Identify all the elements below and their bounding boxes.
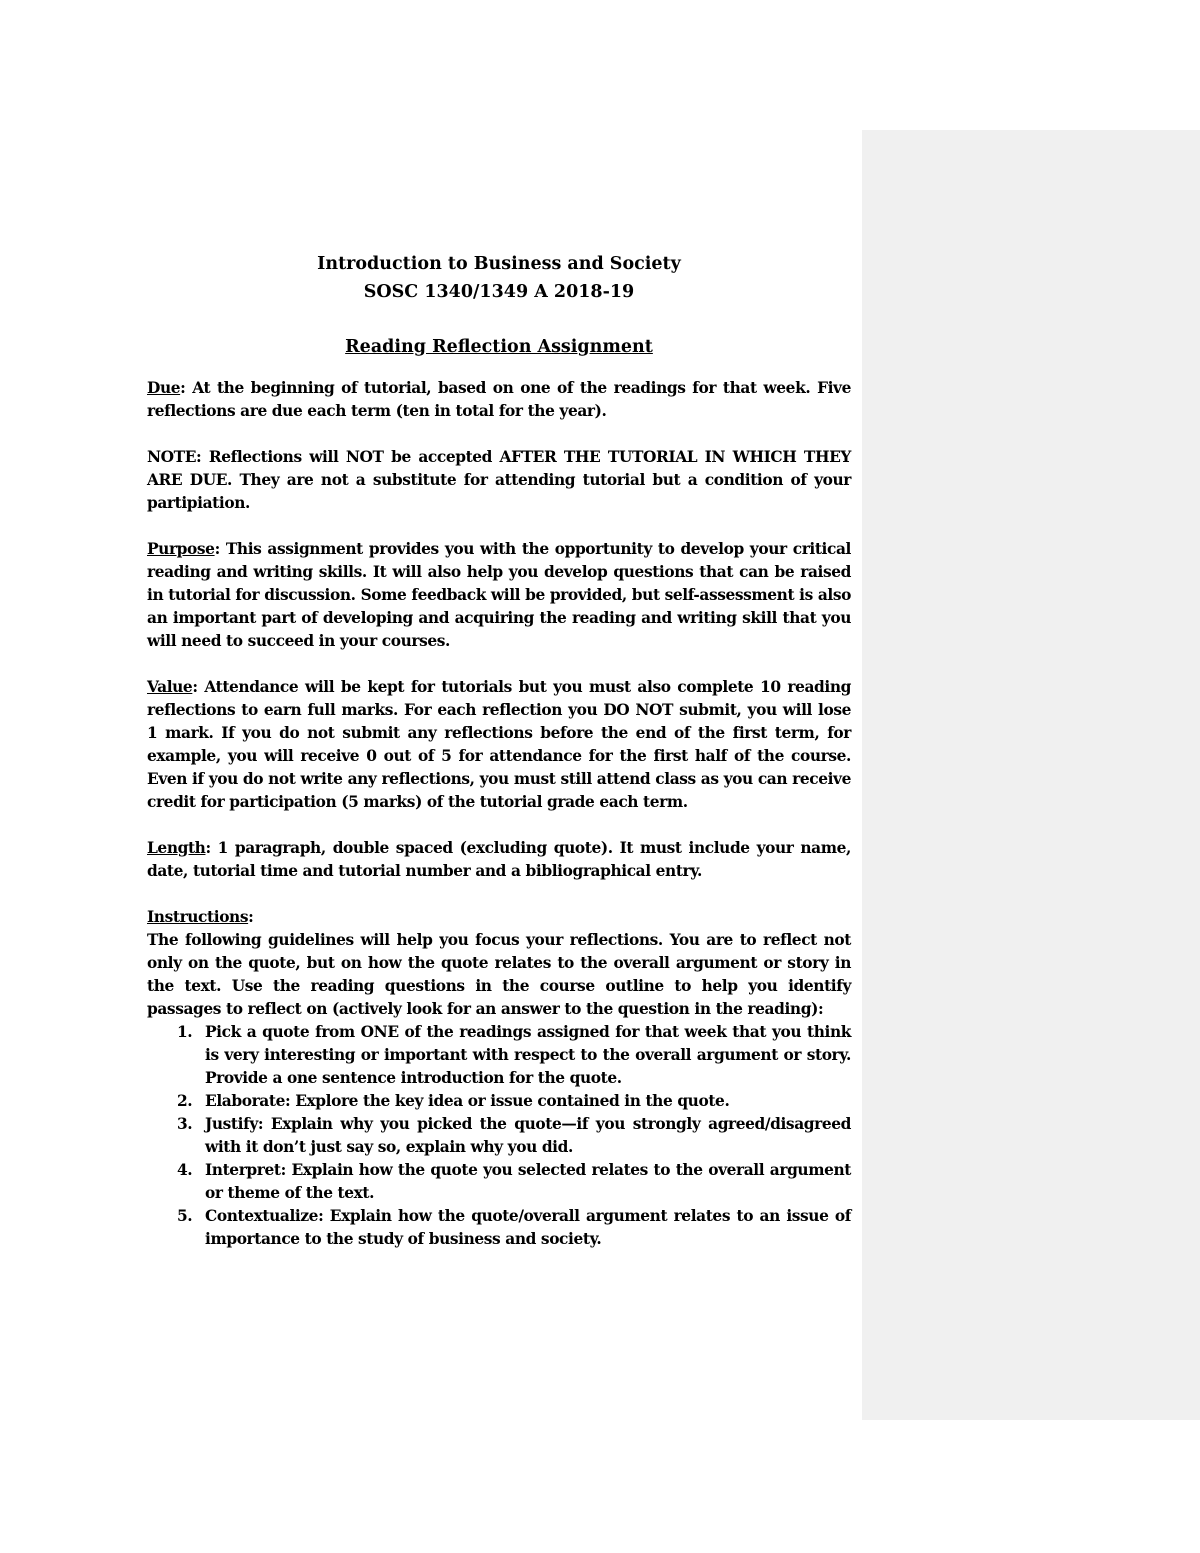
list-item-number: 2. <box>177 1092 193 1110</box>
document-body <box>147 250 851 1251</box>
list-item <box>147 1090 851 1113</box>
list-item-text: Contextualize: Explain how the quote/overall argument relates to an issue of importance to the study of business and society. <box>205 1207 851 1248</box>
list-item <box>147 1159 851 1205</box>
purpose-label: Purpose <box>147 540 215 558</box>
list-item-text: Justify: Explain why you picked the quote—if you strongly agreed/disagreed with it don’t just say so, explain why you did. <box>205 1115 851 1156</box>
list-item <box>147 1205 851 1251</box>
instructions-intro: The following guidelines will help you focus your reflections. You are to reflect not only on the quote, but on how the quote relates to the overall argument or story in the text. Use the reading questions in the course outline to help you identify passages to reflect on (actively look for an answer to the question in the reading): <box>147 931 851 1018</box>
list-item <box>147 1021 851 1090</box>
list-item-number: 4. <box>177 1161 193 1179</box>
instructions-heading <box>147 906 851 929</box>
instructions-colon: : <box>248 908 254 926</box>
comment-pane <box>862 130 1200 1420</box>
value-text: : Attendance will be kept for tutorials but you must also complete 10 reading reflections to earn full marks. For each reflection you DO NOT submit, you will lose 1 mark. If you do not submit any reflections before the end of the first term, for example, you will receive 0 out of 5 for attendance for the first half of the course. Even if you do not write any reflections, you must still attend class as you can receive credit for participation (5 marks) of the tutorial grade each term. <box>147 678 851 811</box>
list-item-number: 3. <box>177 1115 193 1133</box>
list-item-text: Elaborate: Explore the key idea or issue contained in the quote. <box>205 1092 730 1110</box>
list-item-text: Interpret: Explain how the quote you selected relates to the overall argument or theme of the text. <box>205 1161 851 1202</box>
length-paragraph <box>147 837 851 883</box>
value-paragraph <box>147 676 851 814</box>
list-item-number: 1. <box>177 1023 193 1041</box>
purpose-text: : This assignment provides you with the opportunity to develop your critical reading and writing skills. It will also help you develop questions that can be raised in tutorial for discussion. Some feedback will be provided, but self-assessment is also an important part of developing and acquiring the reading and writing skill that you will need to succeed in your courses. <box>147 540 851 650</box>
length-label: Length <box>147 839 206 857</box>
instructions-label: Instructions <box>147 908 249 926</box>
note-paragraph: NOTE: Reflections will NOT be accepted AFTER THE TUTORIAL IN WHICH THEY ARE DUE. They are not a substitute for attending tutorial but a condition of your partipiation. <box>147 448 851 512</box>
list-item-text: Pick a quote from ONE of the readings assigned for that week that you think is very interesting or important with respect to the overall argument or story. Provide a one sentence introduction for the quote. <box>205 1023 851 1087</box>
list-item <box>147 1113 851 1159</box>
length-text: : 1 paragraph, double spaced (excluding quote). It must include your name, date, tutorial time and tutorial number and a bibliographical entry. <box>147 839 851 880</box>
assignment-title: Reading Reflection Assignment <box>345 337 653 357</box>
list-item-number: 5. <box>177 1207 193 1225</box>
course-code: SOSC 1340/1349 A 2018-19 <box>363 282 635 302</box>
due-label: Due <box>147 379 181 397</box>
value-label: Value <box>147 678 193 696</box>
purpose-paragraph <box>147 538 851 653</box>
instructions-list <box>147 1021 851 1251</box>
document-title: Introduction to Business and Society <box>317 254 681 274</box>
due-text: : At the beginning of tutorial, based on one of the readings for that week. Five reflections are due each term (ten in total for the year). <box>147 379 851 420</box>
due-paragraph <box>147 377 851 423</box>
